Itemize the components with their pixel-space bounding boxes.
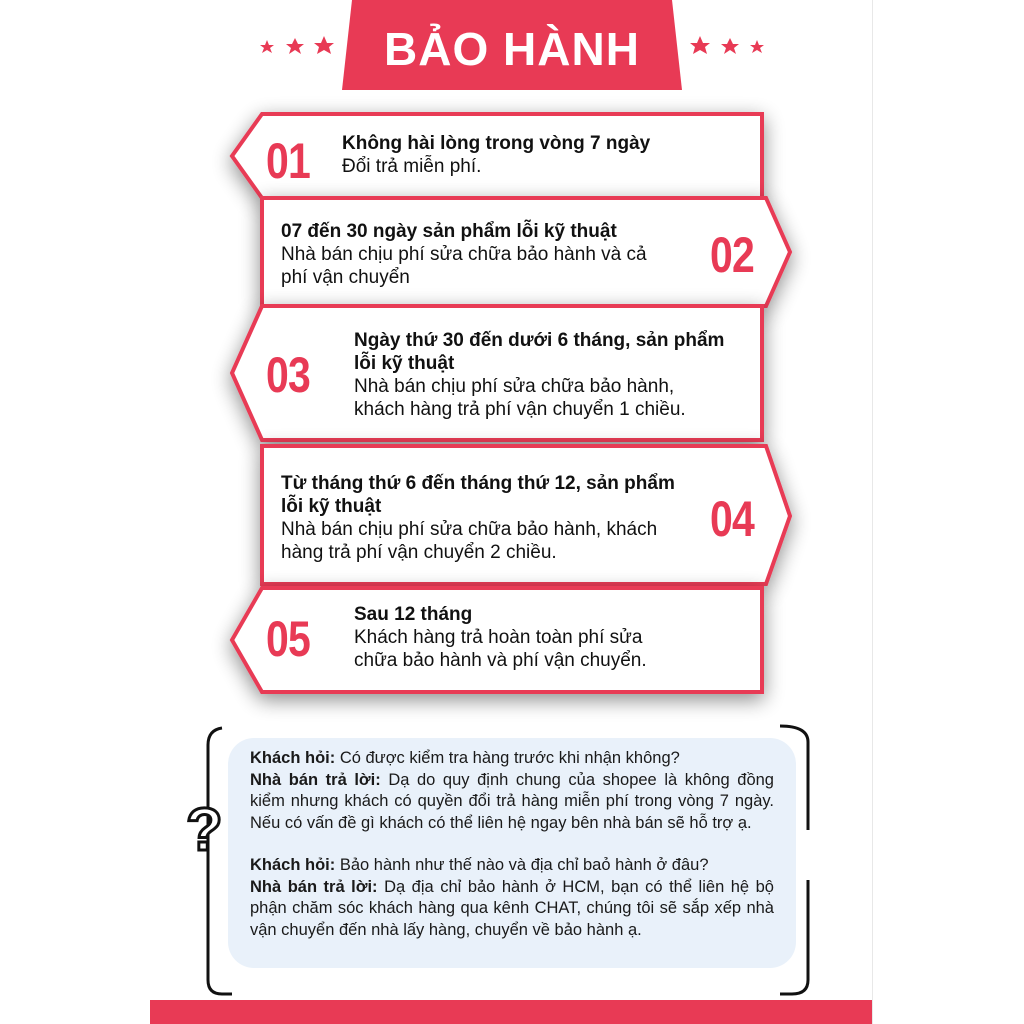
item-05-heading: Sau 12 tháng [354,604,473,625]
item-04-body-line1: Nhà bán chịu phí sửa chữa bảo hành, khách [281,519,658,540]
item-05-text [354,603,647,672]
item-02-body-line1: Nhà bán chịu phí sửa chữa bảo hành và cả [281,244,647,265]
item-03-body-line2: khách hàng trả phí vận chuyển 1 chiều. [354,399,686,420]
item-03-text [354,329,724,421]
item-02-number: 02 [710,227,754,283]
item-01-heading: Không hài lòng trong vòng 7 ngày [342,133,651,154]
item-01-body: Đổi trả miễn phí. [342,156,482,177]
faq-a1-text: Dạ do quy định chung của shopee là không đồng kiểm nhưng khách có quyền đổi trả hàng miễn phí trong vòng 7 ngày. Nếu có vấn đề gì khách có thể liên hệ ngay bên nhà bán sẽ hỗ trợ ạ. [250,770,774,832]
faq-answer-1 [250,770,774,835]
page-title: BẢO HÀNH [384,23,640,75]
faq-a1-label: Nhà bán trả lời: [250,770,381,789]
item-03-number: 03 [266,347,310,403]
faq-question-2 [250,855,774,877]
item-05-body-line2: chữa bảo hành và phí vận chuyển. [354,650,647,671]
item-03-heading-line1: Ngày thứ 30 đến dưới 6 tháng, sản phẩm [354,330,725,351]
faq-q2-text: Bảo hành như thế nào và địa chỉ baỏ hành ở đâu? [335,856,709,874]
item-02-body-line2: phí vận chuyển [281,267,410,288]
item-04-body-line2: hàng trả phí vận chuyển 2 chiều. [281,542,557,563]
faq-q1-text: Có được kiểm tra hàng trước khi nhận không? [335,749,680,767]
question-mark-icon: ? [186,796,223,863]
item-04-heading-line2: lỗi kỹ thuật [281,496,382,517]
faq-answer-2 [250,877,774,942]
item-03-heading-line2: lỗi kỹ thuật [354,353,455,374]
item-04-text [281,472,675,564]
item-03-body-line1: Nhà bán chịu phí sửa chữa bảo hành, [354,376,675,397]
item-01-number: 01 [266,133,310,189]
faq-q1-label: Khách hỏi: [250,749,336,767]
item-04-heading-line1: Từ tháng thứ 6 đến tháng thứ 12, sản phẩm [281,473,675,494]
item-01-text [342,132,650,178]
faq-text [250,748,774,941]
faq-a2-label: Nhà bán trả lời: [250,877,378,896]
item-05-number: 05 [266,611,310,667]
item-02-heading: 07 đến 30 ngày sản phẩm lỗi kỹ thuật [281,221,617,242]
item-02-text [281,220,647,289]
item-04-number: 04 [710,491,754,547]
faq-q2-label: Khách hỏi: [250,856,336,874]
faq-a2-text: Dạ địa chỉ bảo hành ở HCM, bạn có thể liên hệ bộ phận chăm sóc khách hàng qua kênh CHAT, chúng tôi sẽ sắp xếp nhà vận chuyển đến nhà lấy hàng, chuyển về bảo hành ạ. [250,877,774,939]
bottom-accent-bar [150,1000,872,1024]
faq-question-1 [250,748,774,770]
item-05-body-line1: Khách hàng trả hoàn toàn phí sửa [354,627,643,648]
